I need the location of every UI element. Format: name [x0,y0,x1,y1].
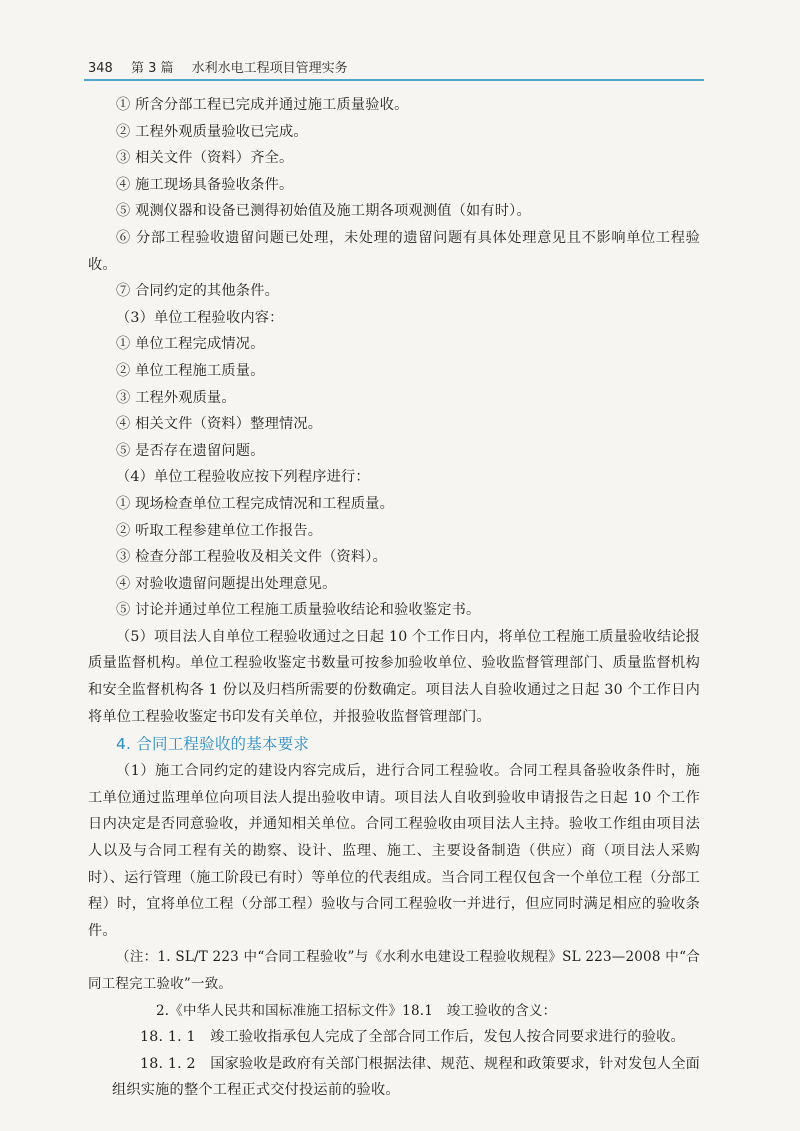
part-label: 第 3 篇 [130,61,174,76]
page-number: 348 [88,61,113,76]
text-line: ③ 相关文件（资料）齐全。 [116,150,294,167]
book-title: 水利水电工程项目管理实务 [191,61,348,76]
page-body [88,92,700,1104]
text-line: ① 现场检查单位工程完成情况和工程质量。 [116,495,395,512]
running-header [88,57,708,79]
clause-paragraph: 18. 1. 1 竣工验收指承包人完成了全部合同工作后，发包人按合同要求进行的验收。 [140,1029,685,1046]
text-paragraph: （5）项目法人自单位工程验收通过之日起 10 个工作日内，将单位工程施工质量验收结论报质量监督机构。单位工程验收鉴定书数量可按参加验收单位、验收监督管理部门、质量监督机构和安全监督机构各 1 份以及归档所需要的份数确定。项目法人自验收通过之日起 30 个工作日内将单位工程验收鉴定书印发有关单位，并报验收监督管理部门。 [88,628,700,725]
text-line: ④ 施工现场具备验收条件。 [116,176,294,193]
note-subline: 2.《中华人民共和国标准施工招标文件》18.1 竣工验收的含义： [156,1002,557,1019]
subheading: （4）单位工程验收应按下列程序进行： [116,469,370,486]
note-paragraph: （注：1. SL/T 223 中“合同工程验收”与《水利水电建设工程验收规程》SL 223—2008 中“合同工程完工验收”一致。 [88,949,700,992]
section-title: 4. 合同工程验收的基本要求 [116,735,310,754]
text-line: ① 所含分部工程已完成并通过施工质量验收。 [116,97,409,113]
text-line: ⑤ 是否存在遗留问题。 [116,442,265,459]
text-line: ④ 对验收遗留问题提出处理意见。 [116,575,337,592]
text-line: ⑦ 合同约定的其他条件。 [116,283,279,300]
text-line: ① 单位工程完成情况。 [116,336,265,353]
subheading: （3）单位工程验收内容： [116,309,284,326]
clause-paragraph: 18. 1. 2 国家验收是政府有关部门根据法律、规范、规程和政策要求，针对发包人全面组织实施的整个工程正式交付投运前的验收。 [112,1055,700,1099]
header-rule [84,79,704,81]
text-line: ② 工程外观质量验收已完成。 [116,123,308,140]
text-paragraph: （1）施工合同约定的建设内容完成后，进行合同工程验收。合同工程具备验收条件时，施工单位通过监理单位向项目法人提出验收申请。项目法人自收到验收申请报告之日起 10 个工作日内决定是否同意验收，并通知相关单位。合同工程验收由项目法人主持。验收工作组由项目法人以及与合同工程有关的勘察、设计、监理、施工、主要设备制造（供应）商（项目法人采购时）、运行管理（施工阶段已有时）等单位的代表组成。当合同工程仅包含一个单位工程（分部工程）时，宜将单位工程（分部工程）验收与合同工程验收一并进行，但应同时满足相应的验收条件。 [88,763,700,939]
text-line: ② 单位工程施工质量。 [116,362,265,379]
text-line: ⑤ 讨论并通过单位工程施工质量验收结论和验收鉴定书。 [116,602,481,619]
text-line: ② 听取工程参建单位工作报告。 [116,522,323,539]
text-line: ③ 检查分部工程验收及相关文件（资料）。 [116,549,387,566]
text-line: ③ 工程外观质量。 [116,389,236,406]
text-paragraph: ⑥ 分部工程验收遗留问题已处理，未处理的遗留问题有具体处理意见且不影响单位工程验收。 [88,229,700,273]
text-line: ④ 相关文件（资料）整理情况。 [116,416,323,433]
text-line: ⑤ 观测仪器和设备已测得初始值及施工期各项观测值（如有时）。 [116,203,531,220]
